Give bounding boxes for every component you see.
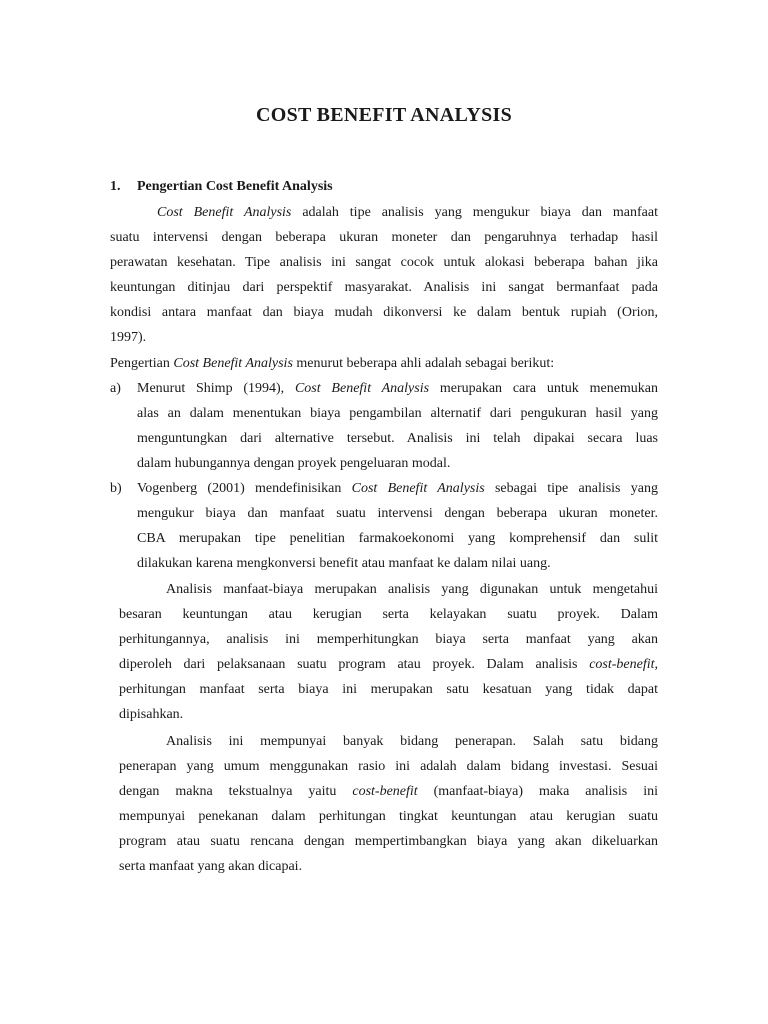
paragraph-line: [110, 200, 658, 225]
paragraph-line: perawatan kesehatan. Tipe analisis ini sangat cocok untuk alokasi beberapa bahan jika: [110, 255, 658, 271]
paragraph-line: dalam hubungannya dengan proyek pengeluaran modal.: [137, 456, 451, 472]
paragraph-line: alas an dalam menentukan biaya pengambilan alternatif dari pengukuran hasil yang: [137, 406, 658, 422]
paragraph-line: Analisis manfaat-biaya merupakan analisis yang digunakan untuk mengetahui: [166, 582, 658, 597]
italic-term: cost-benefit: [352, 784, 418, 800]
paragraph-line: dilakukan karena mengkonversi benefit atau manfaat ke dalam nilai uang.: [137, 556, 551, 572]
paragraph-line: serta manfaat yang akan dicapai.: [119, 859, 303, 875]
paragraph-line: [119, 779, 658, 804]
italic-term: Cost Benefit Analysis: [294, 381, 430, 396]
text-span: diperoleh dari pelaksanaan suatu program atau proyek. Dalam analisis: [119, 657, 590, 673]
text-span: dengan makna tekstualnya yaitu: [119, 784, 353, 800]
italic-term: Cost Benefit Analysis: [157, 205, 292, 220]
section-heading-text: Pengertian Cost Benefit Analysis: [137, 179, 333, 194]
text-span: merupakan cara untuk menemukan: [429, 381, 659, 396]
section-heading: [110, 179, 333, 195]
paragraph-line: keuntungan ditinjau dari perspektif masyarakat. Analisis ini sangat bermanfaat pada: [110, 280, 658, 296]
text-span: adalah tipe analisis yang mengukur biaya dan manfaat: [291, 205, 658, 220]
text-span: menurut beberapa ahli adalah sebagai berikut:: [292, 356, 555, 371]
italic-term: cost-benefit,: [589, 657, 658, 673]
list-marker: b): [110, 481, 122, 496]
paragraph-application: [119, 729, 658, 880]
text-span: sebagai tipe analisis yang: [484, 481, 659, 496]
paragraph-line: mempunyai penekanan dalam perhitungan tingkat keuntungan atau kerugian suatu: [119, 809, 658, 825]
text-span: Vogenberg (2001) mendefinisikan: [137, 481, 352, 496]
paragraph-line: menguntungkan dari alternative tersebut. Analisis ini telah dipakai secara luas: [137, 431, 658, 447]
paragraph-line: dipisahkan.: [119, 707, 184, 723]
text-span: (manfaat-biaya) maka analisis ini: [417, 784, 658, 800]
paragraph-line: CBA merupakan tipe penelitian farmakoekonomi yang komprehensif dan sulit: [137, 531, 658, 547]
italic-term: Cost Benefit Analysis: [173, 356, 293, 371]
paragraph-line: [137, 376, 658, 401]
italic-term: Cost Benefit Analysis: [351, 481, 485, 496]
paragraph-line: program atau suatu rencana dengan mempertimbangkan biaya yang akan dikeluarkan: [119, 834, 658, 850]
paragraph-line: perhitungannya, analisis ini memperhitungkan biaya serta manfaat yang akan: [119, 632, 658, 648]
paragraph-line: mengukur biaya dan manfaat suatu intervensi dengan beberapa ukuran moneter.: [137, 506, 658, 522]
paragraph-line: kondisi antara manfaat dan biaya mudah dikonversi ke dalam bentuk rupiah (Orion,: [110, 305, 658, 321]
paragraph-line: penerapan yang umum menggunakan rasio ini adalah dalam bidang investasi. Sesuai: [119, 759, 658, 775]
paragraph-line: 1997).: [110, 330, 147, 346]
paragraph-intro: [110, 351, 658, 376]
paragraph-definition: [110, 200, 658, 351]
paragraph-line: suatu intervensi dengan beberapa ukuran moneter dan pengaruhnya terhadap hasil: [110, 230, 658, 246]
paragraph-line: besaran keuntungan atau kerugian serta kelayakan suatu proyek. Dalam: [119, 607, 658, 623]
list-item: [137, 376, 658, 476]
document-title: COST BENEFIT ANALYSIS: [255, 104, 513, 126]
paragraph-cost-benefit: [119, 577, 658, 728]
text-span: Pengertian: [110, 356, 174, 371]
paragraph-line: [119, 652, 658, 677]
list-marker: a): [110, 381, 121, 396]
text-span: Menurut Shimp (1994),: [137, 381, 295, 396]
paragraph-line: [110, 351, 658, 376]
paragraph-line: [137, 476, 658, 501]
paragraph-line: Analisis ini mempunyai banyak bidang penerapan. Salah satu bidang: [166, 734, 658, 749]
section-number: 1.: [110, 179, 121, 194]
paragraph-line: perhitungan manfaat serta biaya ini merupakan satu kesatuan yang tidak dapat: [119, 682, 658, 698]
list-item: [137, 476, 658, 576]
